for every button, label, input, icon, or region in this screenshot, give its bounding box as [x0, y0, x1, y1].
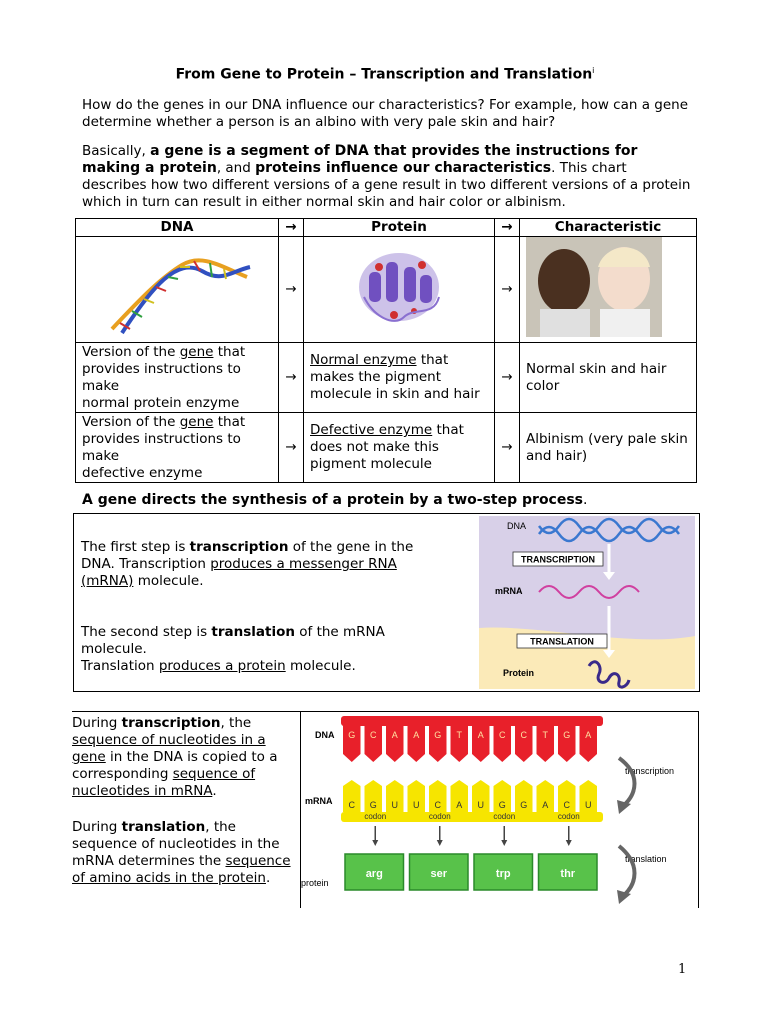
dna-base-letter: G [563, 730, 571, 740]
dna-normal-cell: Version of the gene that provides instructions to make normal protein enzyme [76, 343, 279, 413]
header-characteristic: Characteristic [520, 219, 697, 237]
seq-mrna-label: mRNA [305, 796, 333, 806]
codon-arrowhead [501, 840, 507, 846]
nucleotide-sequence-box [72, 711, 699, 908]
mrna-base-letter: C [348, 800, 355, 810]
dna-base-letter: C [370, 730, 377, 740]
transcription-step-text: The first step is transcription of the gene in the DNA. Transcription produces a messenger RNA (mRNA) molecule. [81, 539, 414, 589]
dna-base-letter: T [456, 730, 462, 740]
dna-base-letter: C [520, 730, 527, 740]
amino-acid-label: arg [365, 868, 383, 880]
transcription-translation-box [73, 513, 700, 692]
header-protein: Protein [304, 219, 495, 237]
gene-protein-table: DNA → Protein → Characteristic → → Version of the gene that provides instructions to make normal protein enzyme → Normal enzyme that makes the pigment molecule in skin and hair → Normal skin and hair color Version of the gene that provides instructions to make defective enzyme → Defective enzyme that does not make this pigment molecule → Albinism (very pale skin and hair) [75, 218, 697, 483]
characteristic-albinism-cell: Albinism (very pale skin and hair) [520, 413, 697, 483]
protein-structure-image [344, 237, 454, 337]
header-dna: DNA [76, 219, 279, 237]
sequence-diagram [301, 714, 697, 908]
mrna-base-letter: U [477, 800, 484, 810]
mrna-base-letter: U [391, 800, 398, 810]
codon-arrowhead [566, 840, 572, 846]
translation-step-text: The second step is translation of the mRNA molecule. Translation produces a protein molecule. [81, 624, 385, 674]
mrna-base-letter: C [563, 800, 570, 810]
mrna-base-letter: U [585, 800, 592, 810]
codon-label: codon [428, 812, 451, 821]
diagram-translation-label: TRANSLATION [530, 636, 594, 647]
dna-base-letter: A [585, 730, 592, 740]
amino-acid-label: ser [430, 868, 448, 880]
children-photo [526, 237, 662, 337]
dna-base-letter: C [499, 730, 506, 740]
dna-base-letter: A [413, 730, 420, 740]
dna-defective-cell: Version of the gene that provides instructions to make defective enzyme [76, 413, 279, 483]
dna-base-letter: G [434, 730, 442, 740]
diagram-mrna-label: mRNA [495, 586, 523, 596]
dna-base-letter: T [542, 730, 548, 740]
mrna-base-letter: C [434, 800, 441, 810]
dna-base-letter: G [348, 730, 356, 740]
protein-defective-cell: Defective enzyme that does not make this pigment molecule [304, 413, 495, 483]
codon-label: codon [493, 812, 516, 821]
mrna-base-letter: G [369, 800, 377, 810]
translation-detail-text: During translation, the sequence of nucleotides in the mRNA determines the sequence of amino acids in the protein. [72, 819, 291, 886]
protein-normal-cell: Normal enzyme that makes the pigment molecule in skin and hair [304, 343, 495, 413]
amino-acid-label: trp [495, 868, 511, 880]
page-number: 1 [678, 962, 687, 977]
codon-arrowhead [437, 840, 443, 846]
characteristic-normal-cell: Normal skin and hair color [520, 343, 697, 413]
seq-transcription-label: transcription [625, 766, 675, 776]
two-step-heading: A gene directs the synthesis of a protein by a two-step process. [82, 492, 588, 508]
dna-image-cell [76, 237, 279, 343]
seq-translation-label: translation [625, 854, 667, 864]
codon-label: codon [364, 812, 387, 821]
dna-base-letter: A [477, 730, 484, 740]
amino-acid-label: thr [560, 868, 576, 880]
basically-paragraph: Basically, a gene is a segment of DNA that provides the instructions for making a protein, and proteins influence our characteristics. This chart describes how two different versions of a gene result in two different versions of a protein which in turn can result in either normal skin and hair color or albinism. [82, 143, 691, 210]
seq-protein-label: protein [301, 878, 329, 888]
mrna-base-letter: G [520, 800, 528, 810]
diagram-dna-label: DNA [507, 521, 527, 531]
page-title: From Gene to Protein – Transcription and Translation$^i$ [175, 66, 595, 83]
mrna-base-letter: U [413, 800, 420, 810]
diagram-transcription-label: TRANSCRIPTION [521, 554, 595, 565]
codon-arrowhead [372, 840, 378, 846]
dna-base-letter: A [391, 730, 398, 740]
diagram-protein-label: Protein [503, 668, 535, 678]
transcription-detail-text: During transcription, the sequence of nucleotides in a gene in the DNA is copied to a corresponding sequence of nucleotides in mRNA. [72, 715, 278, 799]
mrna-base-letter: G [498, 800, 506, 810]
intro-paragraph: How do the genes in our DNA influence our characteristics? For example, how can a gene determine whether a person is an albino with very pale skin and hair? [82, 97, 689, 130]
codon-label: codon [557, 812, 580, 821]
seq-dna-label: DNA [315, 730, 335, 740]
mrna-base-letter: A [542, 800, 549, 810]
two-step-diagram [479, 516, 695, 689]
mrna-base-letter: A [456, 800, 463, 810]
dna-helix-image [82, 237, 262, 337]
characteristic-image-cell [520, 237, 697, 343]
protein-image-cell [304, 237, 495, 343]
